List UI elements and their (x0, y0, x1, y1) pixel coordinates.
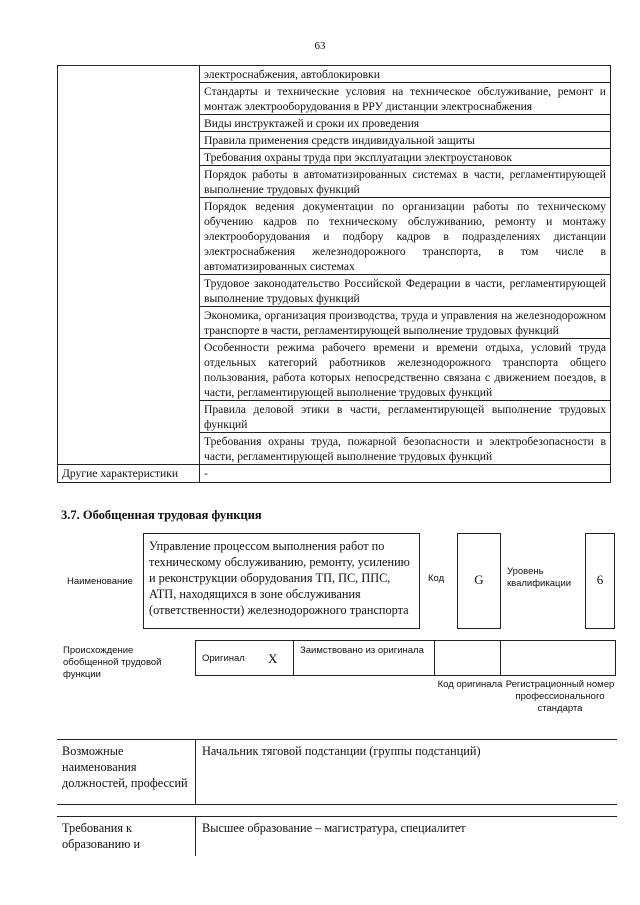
code-label: Код (428, 573, 445, 584)
code-original-caption: Код оригинала (437, 679, 503, 690)
qualification-level-box: 6 (585, 533, 615, 629)
knowledge-item: Особенности режима рабочего времени и времени отдыха, условий труда отдельных категорий работников железнодорожного транспорта общего пользования, работа которых непосредственно связана с движением поездов, в части, регламентирующей выполнение трудовых функций (200, 339, 611, 401)
knowledge-item: Порядок ведения документации по организации работы по техническому обучению кадров по техническому обслуживанию, ремонту и монтажу электрооборудования и подбору кадров в подразделениях дистанции электроснабжения железнодорожного транспорта, в том числе в автоматизированных системах (200, 198, 611, 275)
origin-original-cell (196, 641, 294, 675)
education-value: Высшее образование – магистратура, специалитет (202, 821, 466, 835)
origin-row (195, 640, 616, 676)
knowledge-item: Требования охраны труда при эксплуатации электроустановок (200, 149, 611, 166)
knowledge-item: Правила деловой этики в части, регламентирующей выполнение трудовых функций (200, 401, 611, 433)
other-characteristics-row (58, 465, 611, 483)
original-label: Оригинал (202, 653, 245, 664)
other-characteristics-label: Другие характеристики (58, 465, 200, 483)
knowledge-item: Стандарты и технические условия на техническое обслуживание, ремонт и монтаж электрооборудования в РРУ дистанции электроснабжения (200, 83, 611, 115)
knowledge-table (57, 65, 611, 483)
borrowed-label: Заимствовано из оригинала (300, 645, 424, 656)
knowledge-item: Требования охраны труда, пожарной безопасности и электробезопасности в части, регламентирующей выполнение трудовых функций (200, 433, 611, 465)
section-title: 3.7. Обобщенная трудовая функция (61, 508, 262, 522)
knowledge-item: Правила применения средств индивидуальной защиты (200, 132, 611, 149)
knowledge-item: Трудовое законодательство Российской Федерации в части, регламентирующей выполнение трудовых функций (200, 275, 611, 307)
positions-label: Возможные наименования должностей, профессий (62, 744, 188, 790)
positions-box (57, 739, 617, 805)
reg-number-caption: Регистрационный номер профессионального стандарта (505, 679, 615, 714)
knowledge-item: электроснабжения, автоблокировки (200, 66, 611, 83)
knowledge-label-cell (58, 66, 200, 465)
other-characteristics-value: - (200, 465, 611, 483)
knowledge-item: Виды инструктажей и сроки их проведения (200, 115, 611, 132)
original-mark: X (268, 651, 278, 666)
origin-code-cell (435, 641, 501, 675)
knowledge-item: Порядок работы в автоматизированных системах в части, регламентирующей выполнение трудовых функций (200, 166, 611, 198)
origin-reg-number-cell (501, 641, 615, 675)
function-name-box: Управление процессом выполнения работ по техническому обслуживанию, ремонту, усилению и реконструкции оборудования ТП, ПС, ППС, АТП, находящихся в зоне обслуживания (ответственности) железнодорожного транспорта (143, 533, 420, 629)
origin-label: Происхождение обобщенной трудовой функции (63, 645, 162, 680)
origin-borrowed-cell (294, 641, 435, 675)
knowledge-row (58, 66, 611, 83)
level-label: Уровень квалификации (507, 566, 572, 589)
name-label: Наименование (67, 576, 133, 587)
education-box (57, 816, 617, 856)
knowledge-item: Экономика, организация производства, труда и управления на железнодорожном транспорте в части, регламентирующей выполнение трудовых функций (200, 307, 611, 339)
positions-value: Начальник тяговой подстанции (группы подстанций) (202, 744, 481, 758)
education-label: Требования к образованию и (62, 821, 141, 851)
page-number: 63 (314, 40, 326, 52)
function-code-box: G (457, 533, 501, 629)
